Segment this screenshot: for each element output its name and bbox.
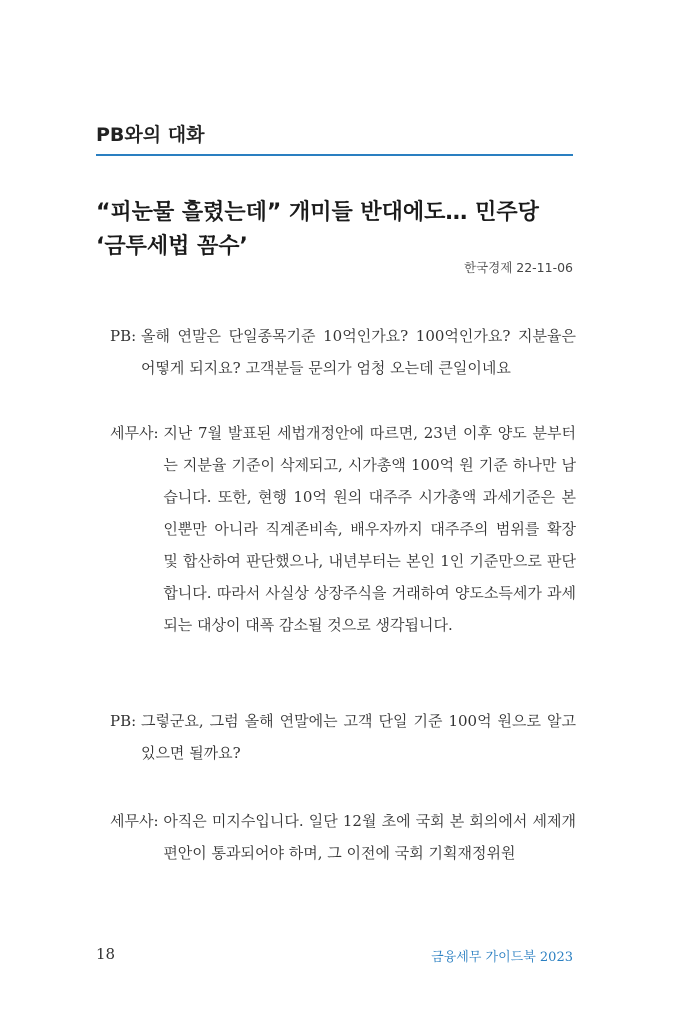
dialogue-entry [110,805,576,869]
speaker-label: 세무사: [110,812,159,830]
dialogue-text: 지난 7월 발표된 세법개정안에 따르면, 23년 이후 양도 분부터는 지분율 기준이 삭제되고, 시가총액 100억 원 기준 하나만 남습니다. 또한, 현행 10억 원의 대주주 시가총액 과세기준은 본인뿐만 아니라 직계존비속, 배우자까지 대주주의 범위를 확장 및 합산하여 판단했으나, 내년부터는 본인 1인 기준만으로 판단합니다. 따라서 사실상 상장주식을 거래하여 양도소득세가 과세되는 대상이 대폭 감소될 것으로 생각됩니다. [163,424,576,634]
speaker-label: PB: [110,712,137,730]
dialogue-entry [110,320,576,384]
page-number: 18 [96,945,116,963]
dialogue-text: 아직은 미지수입니다. 일단 12월 초에 국회 본 회의에서 세제개편안이 통과되어야 하며, 그 이전에 국회 기획재정위원 [163,812,576,862]
speaker-label: PB: [110,327,137,345]
article-headline: “피눈물 흘렸는데” 개미들 반대에도… 민주당 ‘금투세법 꼼수’ [96,200,539,259]
article-source: 한국경제 22-11-06 [463,260,573,275]
dialogue-text: 그렇군요, 그럼 올해 연말에는 고객 단일 기준 100억 원으로 알고 있으면 될까요? [140,712,576,762]
book-title: 금융세무 가이드북 2023 [431,950,573,965]
dialogue-text: 올해 연말은 단일종목기준 10억인가요? 100억인가요? 지분율은 어떻게 되지요? 고객분들 문의가 엄청 오는데 큰일이네요 [140,327,576,377]
section-title: PB와의 대화 [96,124,205,146]
section-divider [96,154,573,156]
speaker-label: 세무사: [110,424,159,442]
dialogue-entry [110,417,576,641]
dialogue-entry [110,705,576,769]
